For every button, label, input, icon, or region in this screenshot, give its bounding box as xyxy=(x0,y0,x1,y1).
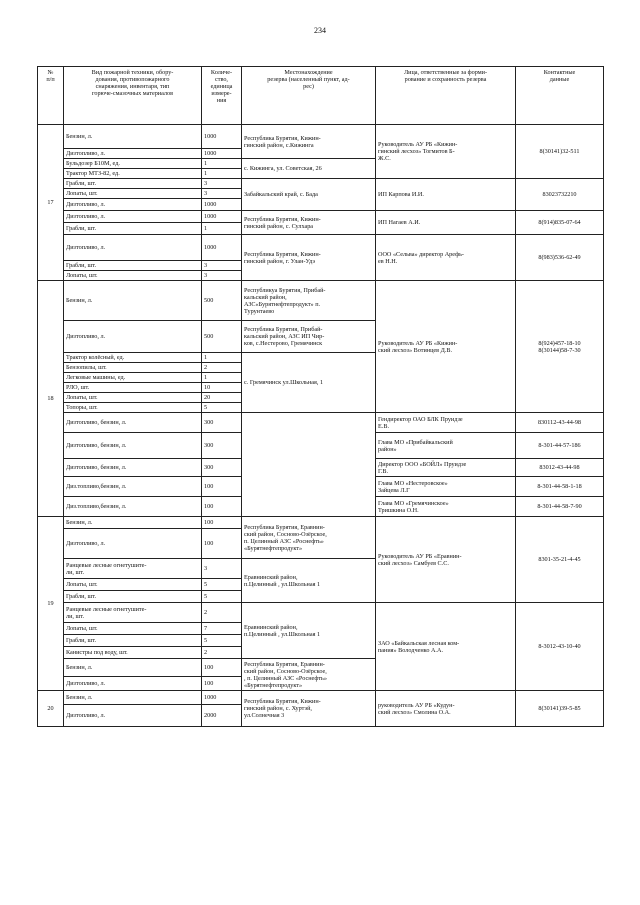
equipment-type-cell: Бензин, л. xyxy=(64,517,202,529)
contact-cell: 8(30141)39-5-85 xyxy=(516,691,604,727)
quantity-cell: 1 xyxy=(202,373,242,383)
table-row xyxy=(38,413,604,433)
equipment-type-cell: Бульдозер Б10М, ед. xyxy=(64,159,202,169)
location-cell: Забайкальский край, с. Бада xyxy=(242,179,376,211)
responsible-person-cell: руководитель АУ РБ «Кудун- ский лесхоз» Смолина О.А. xyxy=(376,691,516,727)
equipment-type-cell: Диз.топливо,бензин, л. xyxy=(64,497,202,517)
contact-cell: 8(30141)32-511 xyxy=(516,125,604,179)
quantity-cell: 100 xyxy=(202,497,242,517)
contact-cell: 8(983)536-62-49 xyxy=(516,235,604,281)
equipment-type-cell: Грабли, шт. xyxy=(64,591,202,603)
table-row xyxy=(38,517,604,529)
responsible-person-cell: Глава МО «Гремячинское» Тришкина О.Н. xyxy=(376,497,516,517)
equipment-type-cell: Трактор МТЗ-82, ед. xyxy=(64,169,202,179)
quantity-cell: 1 xyxy=(202,223,242,235)
quantity-cell: 20 xyxy=(202,393,242,403)
contact-cell: 8-3012-43-10-40 xyxy=(516,603,604,691)
table-row xyxy=(38,179,604,189)
quantity-cell: 500 xyxy=(202,281,242,321)
location-cell: Республикуа Бурятия, Прибай- кальский район, АЗС«Бурятнефтепродукт» п. Турунтаево xyxy=(242,281,376,321)
equipment-type-cell: Топоры, шт. xyxy=(64,403,202,413)
header-num: № п/п xyxy=(38,67,64,125)
equipment-type-cell: Легковые машины, ед. xyxy=(64,373,202,383)
equipment-type-cell: Ранцевые лесные огнетушите- ли, шт. xyxy=(64,559,202,579)
responsible-person-cell: ИП Карпова И.И. xyxy=(376,179,516,211)
equipment-type-cell: Ранцевые лесные огнетушите- ли, шт. xyxy=(64,603,202,623)
header-qty: Количе- ство, единица измере- ния xyxy=(202,67,242,125)
equipment-type-cell: Канистры под воду, шт. xyxy=(64,647,202,659)
contact-cell: 83012-43-44-98 xyxy=(516,459,604,477)
equipment-type-cell: Диз.топливо,бензин, л. xyxy=(64,477,202,497)
quantity-cell: 1 xyxy=(202,169,242,179)
equipment-type-cell: Дизтопливо, л. xyxy=(64,529,202,559)
quantity-cell: 5 xyxy=(202,403,242,413)
reserve-table xyxy=(37,66,604,727)
quantity-cell: 5 xyxy=(202,635,242,647)
header-location: Местонахождение резерва (населенный пункт, ад- рес) xyxy=(242,67,376,125)
quantity-cell: 1000 xyxy=(202,199,242,211)
responsible-person-cell: Гендиректор ОАО БЛК Пруидзе Е.В. xyxy=(376,413,516,433)
equipment-type-cell: Дизтопливо, бензин, л. xyxy=(64,459,202,477)
row-number-cell: 17 xyxy=(38,125,64,281)
equipment-type-cell: Грабли, шт. xyxy=(64,179,202,189)
equipment-type-cell: Дизтопливо, бензин, л. xyxy=(64,413,202,433)
quantity-cell: 3 xyxy=(202,261,242,271)
quantity-cell: 3 xyxy=(202,189,242,199)
quantity-cell: 300 xyxy=(202,433,242,459)
quantity-cell: 100 xyxy=(202,659,242,677)
quantity-cell: 1000 xyxy=(202,691,242,705)
quantity-cell: 7 xyxy=(202,623,242,635)
contact-cell: 8301-35-21-4-45 xyxy=(516,517,604,603)
location-cell: Республика Бурятия, Кижин- гинский район, с. Сулхара xyxy=(242,211,376,235)
quantity-cell: 500 xyxy=(202,321,242,353)
equipment-type-cell: Дизтопливо, л. xyxy=(64,199,202,211)
location-cell: Республика Бурятия, Кижин- гинский район, с. Хуртэй, ул.Солнечная 3 xyxy=(242,691,376,727)
equipment-type-cell: Дизтопливо, л. xyxy=(64,149,202,159)
header-person: Лица, ответственные за форми- рование и сохранность резерва xyxy=(376,67,516,125)
quantity-cell: 1000 xyxy=(202,211,242,223)
responsible-person-cell: Руководитель АУ РБ «Еравнин- ский лесхоз» Самбуев С.С. xyxy=(376,517,516,603)
location-cell: Республика Бурятия, Кижин- гинский район, г. Улан-Удэ xyxy=(242,235,376,281)
quantity-cell: 3 xyxy=(202,271,242,281)
equipment-type-cell: РЛО, шт. xyxy=(64,383,202,393)
responsible-person-cell: ИП Нагаев А.И. xyxy=(376,211,516,235)
location-cell: с. Гремячинск ул.Школьная, 1 xyxy=(242,353,376,413)
location-cell: Республика Бурятия, Еравнин- ский район, Сосново-Озёрское, , п. Целинный АЗС «Роснефть» «Бурятнефтепродукт» xyxy=(242,659,376,691)
quantity-cell: 1000 xyxy=(202,235,242,261)
equipment-type-cell: Лопаты, шт. xyxy=(64,393,202,403)
contact-cell: 830112-43-44-98 xyxy=(516,413,604,433)
table-row xyxy=(38,603,604,623)
equipment-type-cell: Дизтопливо, л. xyxy=(64,321,202,353)
quantity-cell: 1000 xyxy=(202,125,242,149)
equipment-type-cell: Грабли, шт. xyxy=(64,261,202,271)
row-number-cell: 20 xyxy=(38,691,64,727)
quantity-cell: 2000 xyxy=(202,705,242,727)
contact-cell: 8-301-44-58-7-90 xyxy=(516,497,604,517)
contact-cell: 8-301-44-57-186 xyxy=(516,433,604,459)
quantity-cell: 3 xyxy=(202,179,242,189)
quantity-cell: 2 xyxy=(202,603,242,623)
row-number-cell: 19 xyxy=(38,517,64,691)
equipment-type-cell: Бензопилы, шт. xyxy=(64,363,202,373)
table-row xyxy=(38,691,604,705)
location-cell: Республика Бурятия, Прибай- кальский район, АЗС ИП Чир- ков, с.Нестерово, Гремячинск xyxy=(242,321,376,353)
row-number-cell: 18 xyxy=(38,281,64,517)
equipment-type-cell: Дизтопливо, л. xyxy=(64,235,202,261)
quantity-cell: 5 xyxy=(202,591,242,603)
equipment-type-cell: Бензин, л. xyxy=(64,281,202,321)
quantity-cell: 100 xyxy=(202,517,242,529)
contact-cell: 8-301-44-58-1-18 xyxy=(516,477,604,497)
contact-cell: 8(924)457-18-10 8(30144)58-7-30 xyxy=(516,281,604,413)
table-row xyxy=(38,125,604,149)
responsible-person-cell: Руководитель АУ РБ «Кижин- ский лесхоз» Вотинцев Д.В. xyxy=(376,281,516,413)
equipment-type-cell: Грабли, шт. xyxy=(64,223,202,235)
responsible-person-cell: Глава МО «Прибайкальский район» xyxy=(376,433,516,459)
equipment-type-cell: Бензин, л. xyxy=(64,125,202,149)
equipment-type-cell: Лопаты, шт. xyxy=(64,623,202,635)
header-row xyxy=(38,67,604,125)
responsible-person-cell: ООО «Сельва» директор Арефь- ев Н.Н. xyxy=(376,235,516,281)
equipment-type-cell: Дизтопливо, л. xyxy=(64,211,202,223)
header-type: Вид пожарной техники, обору- дования, противопожарного снаряжения, инвентаря, тип горюче-смазочных материалов xyxy=(64,67,202,125)
quantity-cell: 1000 xyxy=(202,149,242,159)
equipment-type-cell: Дизтопливо, бензин, л. xyxy=(64,433,202,459)
table-row xyxy=(38,211,604,223)
contact-cell: 8(914)835-07-64 xyxy=(516,211,604,235)
quantity-cell: 100 xyxy=(202,529,242,559)
equipment-type-cell: Трактор колёсный, ед. xyxy=(64,353,202,363)
equipment-type-cell: Бензин, л. xyxy=(64,659,202,677)
quantity-cell: 3 xyxy=(202,559,242,579)
equipment-type-cell: Дизтопливо, л. xyxy=(64,677,202,691)
table-row xyxy=(38,281,604,321)
equipment-type-cell: Лопаты, шт. xyxy=(64,579,202,591)
responsible-person-cell: Глава МО «Нестеровское» Зайцева Л.Г xyxy=(376,477,516,497)
page-number: 234 xyxy=(314,26,326,35)
quantity-cell: 10 xyxy=(202,383,242,393)
quantity-cell: 100 xyxy=(202,477,242,497)
quantity-cell: 5 xyxy=(202,579,242,591)
header-contacts: Контактные данные xyxy=(516,67,604,125)
location-cell xyxy=(242,413,376,517)
responsible-person-cell: ЗАО «Байкальская лесная ком- пания» Володченко А.А. xyxy=(376,603,516,691)
quantity-cell: 1 xyxy=(202,353,242,363)
table-body xyxy=(38,125,604,727)
quantity-cell: 1 xyxy=(202,159,242,169)
location-cell: с. Кижинга, ул. Советская, 26 xyxy=(242,159,376,179)
location-cell: Еравнинский район, п.Целинный , ул.Школьная 1 xyxy=(242,559,376,603)
equipment-type-cell: Лопаты, шт. xyxy=(64,189,202,199)
equipment-type-cell: Бензин, л. xyxy=(64,691,202,705)
equipment-type-cell: Грабли, шт. xyxy=(64,635,202,647)
equipment-type-cell: Дизтопливо, л. xyxy=(64,705,202,727)
responsible-person-cell: Директор ООО «БОЙЛ» Пруидзе Г.В. xyxy=(376,459,516,477)
table-row xyxy=(38,235,604,261)
quantity-cell: 2 xyxy=(202,647,242,659)
location-cell: Еравнинский район, п.Целинный , ул.Школьная 1 xyxy=(242,603,376,659)
quantity-cell: 100 xyxy=(202,677,242,691)
equipment-type-cell: Лопаты, шт. xyxy=(64,271,202,281)
location-cell: Республика Бурятия, Еравнин- ский район, Сосново-Озёрское, п. Целинный АЗС «Роснефть» «Бурятнефтепродукт» xyxy=(242,517,376,559)
quantity-cell: 300 xyxy=(202,459,242,477)
location-cell: Республика Бурятия, Кижин- гинский район, с.Кижинга xyxy=(242,125,376,159)
responsible-person-cell: Руководитель АУ РБ «Кижин- гинский лесхоз» Тогмитов Б- Ж.С. xyxy=(376,125,516,179)
quantity-cell: 300 xyxy=(202,413,242,433)
quantity-cell: 2 xyxy=(202,363,242,373)
contact-cell: 83023732210 xyxy=(516,179,604,211)
